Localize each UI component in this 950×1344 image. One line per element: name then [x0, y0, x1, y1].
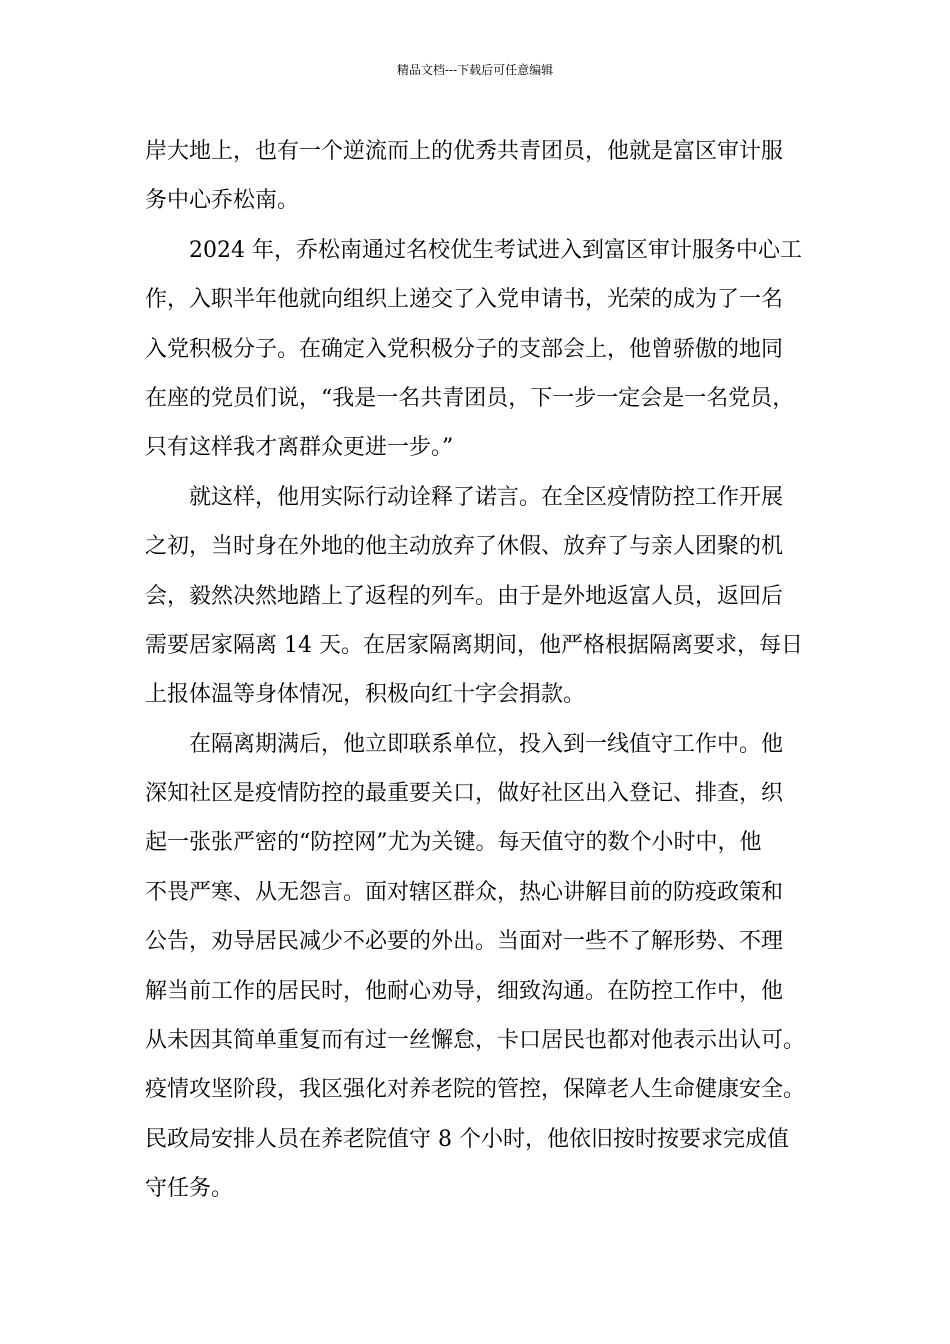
text-line: 守任务。	[145, 1176, 234, 1202]
text-line: 作，入职半年他就向组织上递交了入党申请书，光荣的成为了一名	[145, 287, 784, 313]
text-line: 公告，劝导居民减少不必要的外出。当面对一些不了解形势、不理	[145, 929, 784, 955]
text-line: 解当前工作的居民时，他耐心劝导，细致沟通。在防控工作中，他	[145, 978, 784, 1004]
text-line: 不畏严寒、从无怨言。面对辖区群众，热心讲解目前的防疫政策和	[145, 879, 784, 905]
text-line: 需要居家隔离 14 天。在居家隔离期间，他严格根据隔离要求，每日	[145, 632, 803, 658]
paragraph-first-line: 就这样，他用实际行动诠释了诺言。在全区疫情防控工作开展	[189, 484, 784, 510]
page-header: 精品文档---下载后可任意编辑	[396, 63, 554, 77]
text-line: 只有这样我才离群众更进一步。”	[145, 435, 454, 461]
text-line: 疫情攻坚阶段，我区强化对养老院的管控，保障老人生命健康安全。	[145, 1077, 806, 1103]
text-line: 起一张张严密的“防控网”尤为关键。每天值守的数个小时中，他	[145, 830, 762, 856]
paragraph-first-line: 在隔离期满后，他立即联系单位，投入到一线值守工作中。他	[189, 731, 784, 757]
text-line: 会，毅然决然地踏上了返程的列车。由于是外地返富人员，返回后	[145, 583, 784, 609]
text-line: 务中心乔松南。	[145, 188, 300, 214]
text-line: 深知社区是疫情防控的最重要关口，做好社区出入登记、排查，织	[145, 781, 784, 807]
text-line: 之初，当时身在外地的他主动放弃了休假、放弃了与亲人团聚的机	[145, 534, 784, 560]
document-body	[145, 127, 811, 1214]
text-line: 民政局安排人员在养老院值守 8 个小时，他依旧按时按要求完成值	[145, 1126, 789, 1152]
text-line: 岸大地上，也有一个逆流而上的优秀共青团员，他就是富区审计服	[145, 139, 784, 164]
text-line: 入党积极分子。在确定入党积极分子的支部会上，他曾骄傲的地同	[145, 336, 784, 362]
text-line: 在座的党员们说，“我是一名共青团员，下一步一定会是一名党员，	[145, 385, 795, 411]
text-line: 上报体温等身体情况，积极向红十字会捐款。	[145, 682, 586, 708]
text-line: 从未因其简单重复而有过一丝懈怠，卡口居民也都对他表示出认可。	[145, 1028, 806, 1054]
paragraph-first-line: 2024 年，乔松南通过名校优生考试进入到富区审计服务中心工	[189, 237, 802, 263]
